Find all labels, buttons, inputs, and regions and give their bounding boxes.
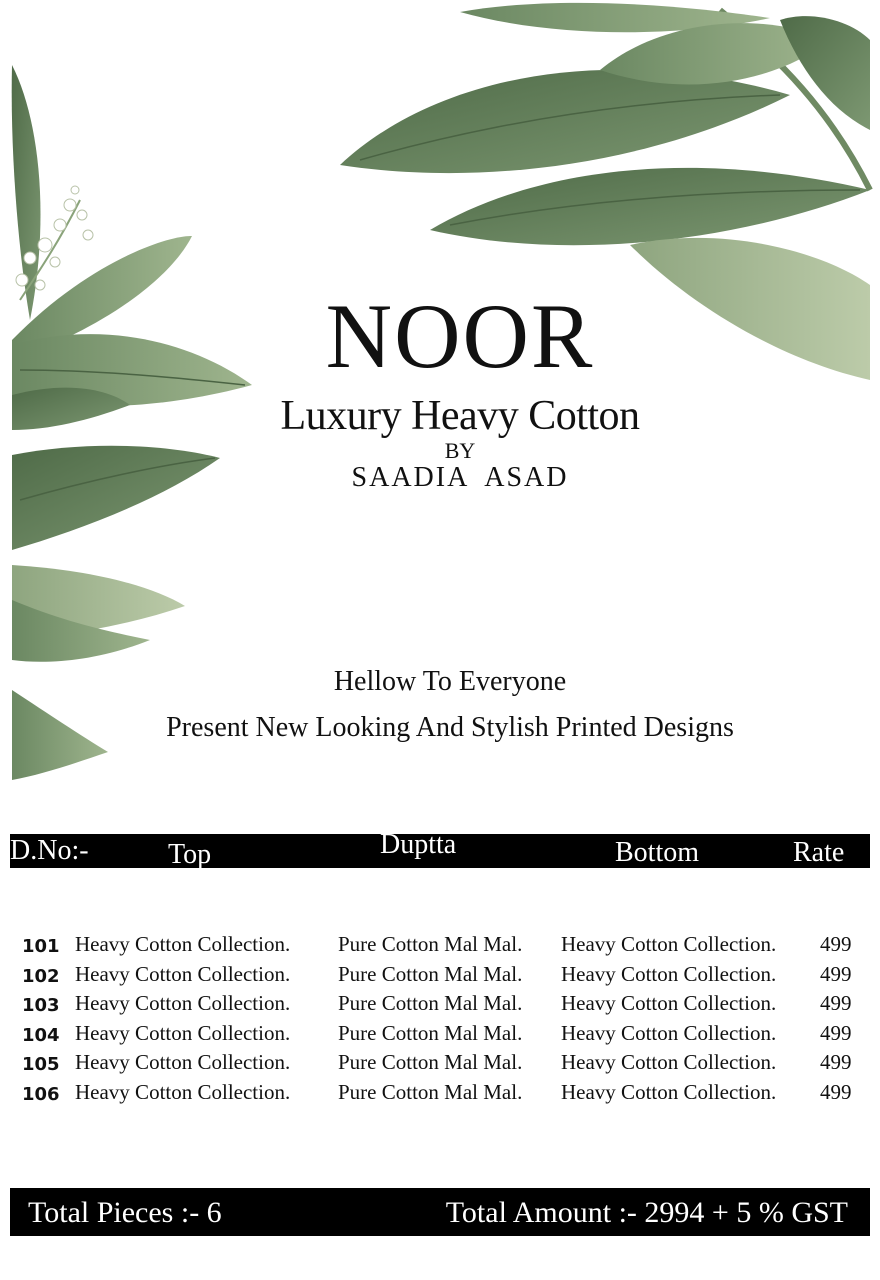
design-table [0,932,880,1109]
header-duptta: Duptta [380,829,457,860]
cell-duptta: Pure Cotton Mal Mal. [338,1079,523,1104]
table-row [0,1050,880,1080]
header-dno: D.No:- [10,835,89,866]
cell-bottom: Heavy Cotton Collection. [561,1079,777,1104]
cell-bottom: Heavy Cotton Collection. [561,991,777,1015]
cell-rate: 499 [820,1050,852,1074]
cell-rate: 499 [820,932,852,956]
table-header-bar [10,829,870,870]
cell-top: Heavy Cotton Collection. [75,1050,291,1074]
cell-bottom: Heavy Cotton Collection. [561,961,777,986]
cell-dno: 105 [22,1054,60,1075]
cell-top: Heavy Cotton Collection. [75,961,291,986]
cell-top: Heavy Cotton Collection. [75,1079,291,1104]
total-pieces: Total Pieces :- 6 [28,1196,222,1229]
cell-rate: 499 [820,1079,852,1104]
greeting-line-2: Present New Looking And Stylish Printed Designs [166,712,734,743]
cell-rate: 499 [820,991,852,1015]
cell-dno: 106 [22,1083,60,1105]
cell-duptta: Pure Cotton Mal Mal. [338,1050,523,1074]
table-row [0,991,880,1021]
cell-bottom: Heavy Cotton Collection. [561,932,777,956]
cell-duptta: Pure Cotton Mal Mal. [338,961,523,986]
cell-rate: 499 [820,961,852,986]
cell-duptta: Pure Cotton Mal Mal. [338,991,523,1015]
totals-footer-bar [10,1188,870,1236]
cell-rate: 499 [820,1020,852,1045]
cell-top: Heavy Cotton Collection. [75,932,291,956]
header-bottom: Bottom [615,837,700,868]
total-amount: Total Amount :- 2994 + 5 % GST [445,1196,848,1229]
table-row [0,932,880,962]
header-top: Top [168,839,212,870]
table-row [0,1021,880,1051]
table-row [0,962,880,992]
cell-dno: 104 [22,1024,60,1046]
cell-top: Heavy Cotton Collection. [75,991,291,1015]
cell-bottom: Heavy Cotton Collection. [561,1020,777,1045]
header-rate: Rate [793,837,845,868]
table-row [0,1080,880,1110]
brand-by: BY [444,438,476,463]
brand-title: NOOR [325,285,595,387]
greeting-line-1: Hellow To Everyone [333,666,567,697]
cell-dno: 102 [22,965,60,987]
cell-bottom: Heavy Cotton Collection. [561,1050,777,1074]
cell-top: Heavy Cotton Collection. [75,1020,291,1045]
brand-subtitle: Luxury Heavy Cotton [280,393,640,439]
brand-designer: SAADIA ASAD [351,462,569,493]
cell-dno: 101 [22,936,60,957]
cell-duptta: Pure Cotton Mal Mal. [338,1020,523,1045]
cell-dno: 103 [22,995,60,1016]
cell-duptta: Pure Cotton Mal Mal. [338,932,523,956]
